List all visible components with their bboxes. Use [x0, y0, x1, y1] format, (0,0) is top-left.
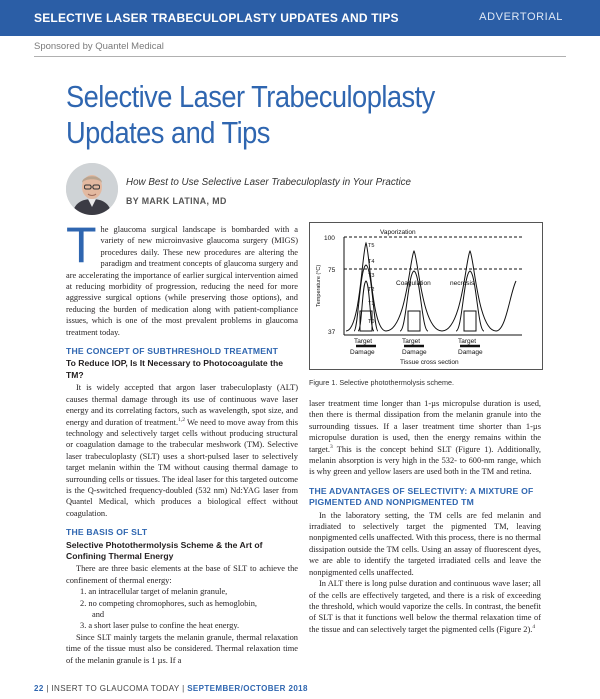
concept-paragraph: It is widely accepted that argon laser trabeculoplasty (ALT) causes thermal damage through its use of continuous wave laser energy and its correlating factors, such as wavelength, spot size, and energy and duration of treatment.$^{1,2}$ We need to move away from this technology and selectively target cells without producing structural or coagulation damage to the trabecular meshwork (TM). Selective laser trabeculoplasty (SLT) uses a short-pulsed laser to selectively target melanin within the TM without causing thermal damage to surrounding cells or tissues. The ideal laser for this targeted outcome is the Q-switched frequency-doubled (532 nm) Nd:YAG laser from Quantel Medical, which produces a biological effect without coagulation.: [66, 383, 298, 518]
basis-paragraph: There are three basic elements at the base of SLT to achieve the confinement of thermal energy:: [66, 564, 298, 585]
article-subtitle: How Best to Use Selective Laser Trabeculoplasty in Your Practice: [126, 177, 411, 188]
y-tick: 75: [328, 267, 336, 274]
tau-label: T2: [368, 287, 375, 293]
curve-1: [346, 243, 386, 331]
intro-paragraph: The glaucoma surgical landscape is bombarded with a variety of new microinvasive glaucoma surgery (MIGS) procedures daily. These new procedures are altering the paradigm and treatment concepts of glaucoma surgery and are accelerating the importance of earlier surgical intervention aimed at reducing morbidity of progression, reducing the need for more aggressive surgical options (while preserving those options), and reducing the burden of medication along with patient-compliance issues, which is one of the most prevalent problems in glaucoma treatment today.: [66, 217, 298, 337]
target-label: Target: [354, 338, 373, 345]
byline: BY MARK LATINA, MD: [126, 196, 227, 206]
photothermolysis-diagram: [310, 223, 542, 369]
element-list: [66, 586, 298, 632]
target-label: Target: [402, 338, 421, 345]
subheading-basis: Selective Photothermolysis Scheme & the Art of Confining Thermal Energy: [66, 539, 263, 561]
vaporization-label: Vaporization: [380, 229, 416, 236]
drop-cap: T: [66, 217, 97, 273]
section-title: SELECTIVE LASER TRABECULOPLASTY UPDATES AND TIPS: [34, 11, 399, 25]
page-footer: 22 | INSERT TO GLAUCOMA TODAY | SEPTEMBER/OCTOBER 2018: [34, 684, 308, 693]
tau-label: T3: [368, 273, 375, 279]
tau-label: T4: [368, 259, 375, 265]
top-banner: [0, 0, 600, 36]
list-item: 2. no competing chromophores, such as hemoglobin,: [80, 598, 258, 608]
damage-label: Damage: [458, 349, 483, 356]
x-axis-label: Tissue cross section: [400, 359, 459, 366]
reference-sup: 4: [532, 623, 536, 630]
publication-name: INSERT TO GLAUCOMA TODAY: [51, 684, 180, 693]
list-item: 3. a short laser pulse to confine the heat energy.: [80, 621, 240, 631]
divider: [34, 56, 566, 57]
heading-basis: THE BASIS OF SLT: [66, 527, 148, 538]
right-paragraph-1: laser treatment time longer than 1-µs micropulse duration is used, then there is thermal dissipation from the melanin granule into the surrounding tissues. If a laser treatment time shorter than 1-µs micropulse duration is used, then the energy remains within the target.$^3$ This is the concept behind SLT (Figure 1). Additionally, melanin absorption is very high in the 532- to 600-nm range, which is why green and yellow lasers are used both in the TM and retina.: [309, 399, 541, 477]
list-item: and: [92, 610, 105, 619]
sponsor-line: Sponsored by Quantel Medical: [34, 41, 164, 52]
curve-2: [386, 251, 442, 331]
necrosis-label: necrosis: [450, 280, 475, 287]
page-number: 22: [34, 684, 44, 693]
coagulation-label: Coagulation: [396, 280, 431, 287]
reference-sup: 3: [330, 443, 333, 450]
y-axis-label: Temperature (°C): [316, 264, 322, 307]
title-line-1: Selective Laser Trabeculoplasty: [66, 79, 435, 114]
article-title: [66, 79, 436, 151]
advertorial-label: ADVERTORIAL: [479, 11, 563, 23]
right-paragraph-3: In ALT there is long pulse duration and continuous wave laser; all of the cells are effectively targeted, and there is a risk of exceeding the threshold, which would vaporize the cells. In contrast, the benefit of SLT is that it functions well below the thermal relaxation time of the tissue and can selectively target the pigmented cells (Figure 2).$^4$: [309, 579, 541, 634]
heading-advantages: THE ADVANTAGES OF SELECTIVITY: A MIXTURE OF PIGMENTED AND NONPIGMENTED TM: [309, 485, 534, 508]
title-line-2: Updates and Tips: [66, 115, 270, 150]
subheading-concept: To Reduce IOP, Is It Necessary to Photocoagulate the TM?: [66, 358, 283, 380]
damage-label: Damage: [350, 349, 375, 356]
basis-paragraph-2: Since SLT mainly targets the melanin granule, thermal relaxation time of the tissue must also be considered. Thermal relaxation time of the melanin granule is 1 µs. If a: [66, 632, 298, 665]
figure-1: [309, 222, 543, 370]
reference-sup: 1,2: [178, 416, 185, 423]
y-tick: 100: [324, 235, 335, 242]
list-item: 1. an intracellular target of melanin granule,: [80, 587, 228, 597]
issue-date: SEPTEMBER/OCTOBER 2018: [187, 684, 308, 693]
damage-label: Damage: [402, 349, 427, 356]
right-column: [309, 398, 541, 635]
curve-4: [496, 281, 516, 331]
tau-label: T5: [368, 243, 375, 249]
target-label: Target: [458, 338, 477, 345]
tau-label: T1: [368, 301, 375, 307]
curve-3: [442, 251, 496, 331]
author-portrait-icon: [66, 163, 118, 215]
y-tick: 37: [328, 329, 336, 336]
left-column: [66, 217, 298, 666]
tau-label: T0: [368, 319, 375, 325]
target-box: [408, 311, 420, 331]
figure-caption: Figure 1. Selective photothermolysis scheme.: [309, 378, 455, 387]
target-box: [464, 311, 476, 331]
author-photo: [66, 163, 118, 215]
right-paragraph-2: In the laboratory setting, the TM cells are fed melanin and irradiated to selectively target the pigmented TM, leaving nonpigmented cells unaffected. With this process, there is no thermal dissipation outside the TM cells. Using an assay of fluorescent dyes, we are able to identify the targeted irradiated cells and leave the nonpigmented cells unaffected.: [309, 510, 541, 577]
heading-concept: THE CONCEPT OF SUBTHRESHOLD TREATMENT: [66, 346, 279, 357]
